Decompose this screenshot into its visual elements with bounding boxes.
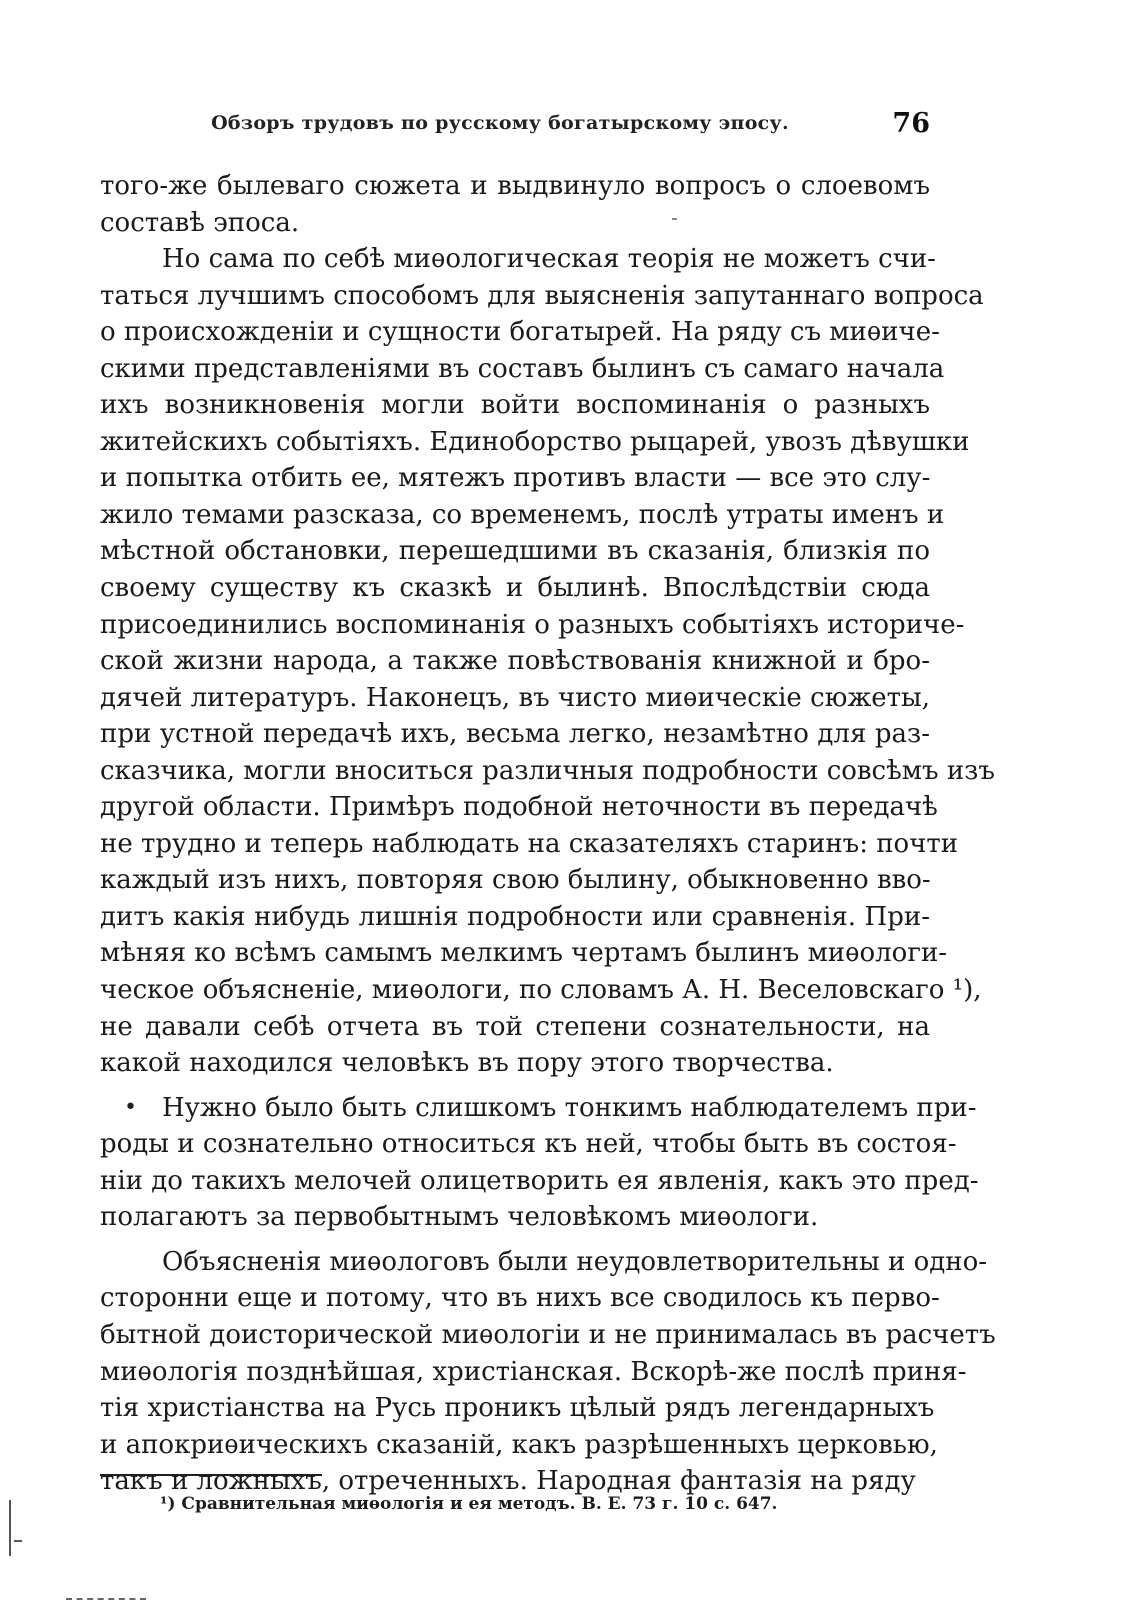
footnote-rule xyxy=(100,1474,322,1476)
text-line: таться лучшимъ способомъ для выясненія запутаннаго вопроса xyxy=(100,280,984,311)
paragraph-gap xyxy=(100,1236,930,1244)
text-line: того-же былеваго сюжета и выдвинуло вопросъ о слоевомъ xyxy=(100,171,930,201)
text-line: скими представленіями въ составъ былинъ съ самаго начала xyxy=(100,353,945,384)
text-line: о происхожденіи и сущности богатырей. На ряду съ миѳиче- xyxy=(100,317,940,348)
text-line: присоединились воспоминанія о разныхъ событіяхъ историче- xyxy=(100,609,965,640)
text-line: какой находился человѣкъ въ пору этого творчества. xyxy=(100,1048,834,1079)
text-line: своему существу къ сказкѣ и былинѣ. Впослѣдствіи сюда xyxy=(100,573,930,604)
text-line: мѣняя ко всѣмъ самымъ мелкимъ чертамъ былинъ миѳологи- xyxy=(100,938,948,969)
text-line: дитъ какія нибудь лишнія подробности или сравненія. При- xyxy=(100,901,930,932)
page-number: 76 xyxy=(892,108,930,139)
text-line: миѳологія позднѣйшая, христіанская. Вскорѣ-же послѣ приня- xyxy=(100,1356,967,1387)
text-line: сторонни еще и потому, что въ нихъ все сводилось къ перво- xyxy=(100,1283,940,1314)
text-line: ческое объясненіе, миѳологи, по словамъ А. Н. Веселовскаго ¹), xyxy=(100,975,982,1006)
running-title: Обзоръ трудовъ по русскому богатырскому эпосу. xyxy=(211,112,789,134)
text-line: дячей литературъ. Наконецъ, въ чисто миѳическіе сюжеты, xyxy=(100,682,930,713)
footnote: ¹) Сравнительная миѳологія и ея методъ. В. Е. 73 г. 10 с. 647. xyxy=(160,1494,778,1514)
text-line: бытной доисторической миѳологіи и не принималась въ расчетъ xyxy=(100,1319,996,1350)
text-line: и попытка отбить ее, мятежъ противъ власти — все это слу- xyxy=(100,463,931,494)
text-line: жило темами разсказа, со временемъ, послѣ утраты именъ и xyxy=(100,499,945,530)
text-line: тія христіанства на Русь проникъ цѣлый рядъ легендарныхъ xyxy=(100,1393,935,1424)
body-text xyxy=(100,168,996,1500)
text-line: мѣстной обстановки, перешедшими въ сказанія, близкія по xyxy=(100,536,930,567)
text-line: каждый изъ нихъ, повторяя свою былину, обыкновенно вво- xyxy=(100,865,931,896)
paragraph-gap xyxy=(100,1082,930,1090)
text-line: не давали себѣ отчета въ той степени сознательности, на xyxy=(100,1011,930,1042)
scan-edge-mark xyxy=(66,1598,146,1600)
bullet-mark: • xyxy=(124,1094,137,1120)
text-line: ихъ возникновенія могли войти воспоминанія о разныхъ xyxy=(100,390,930,421)
text-line: составѣ эпоса. xyxy=(100,207,300,238)
running-head xyxy=(100,108,930,148)
text-line: роды и сознательно относиться къ ней, чтобы быть въ состоя- xyxy=(100,1129,957,1160)
text-line: Объясненія миѳологовъ были неудовлетворительны и одно- xyxy=(162,1246,988,1277)
text-line: Но сама по себѣ миѳологическая теорія не можетъ счи- xyxy=(162,244,936,275)
text-line: сказчика, могли вноситься различныя подробности совсѣмъ изъ xyxy=(100,755,995,786)
text-line: не трудно и теперь наблюдать на сказателяхъ старинъ: почти xyxy=(100,828,959,859)
text-line-content: Нужно было быть слишкомъ тонкимъ наблюдателемъ при- xyxy=(162,1092,977,1123)
text-line: полагаютъ за первобытнымъ человѣкомъ миѳологи. xyxy=(100,1202,819,1233)
text-line: при устной передачѣ ихъ, весьма легко, незамѣтно для раз- xyxy=(100,719,930,750)
scan-margin-mark xyxy=(9,1500,11,1556)
text-line: житейскихъ событіяхъ. Единоборство рыцарей, увозъ дѣвушки xyxy=(100,426,970,457)
text-line xyxy=(100,1090,977,1127)
text-line: такъ и ложныхъ, отреченныхъ. Народная фантазія на ряду xyxy=(100,1466,916,1497)
scan-margin-mark xyxy=(14,1540,22,1542)
text-line: и апокриѳическихъ сказаній, какъ разрѣшенныхъ церковью, xyxy=(100,1429,938,1460)
text-line: ской жизни народа, а также повѣствованія книжной и бро- xyxy=(100,646,930,677)
text-line: ніи до такихъ мелочей олицетворить ея явленія, какъ это пред- xyxy=(100,1165,979,1196)
text-line: другой области. Примѣръ подобной неточности въ передачѣ xyxy=(100,792,938,823)
